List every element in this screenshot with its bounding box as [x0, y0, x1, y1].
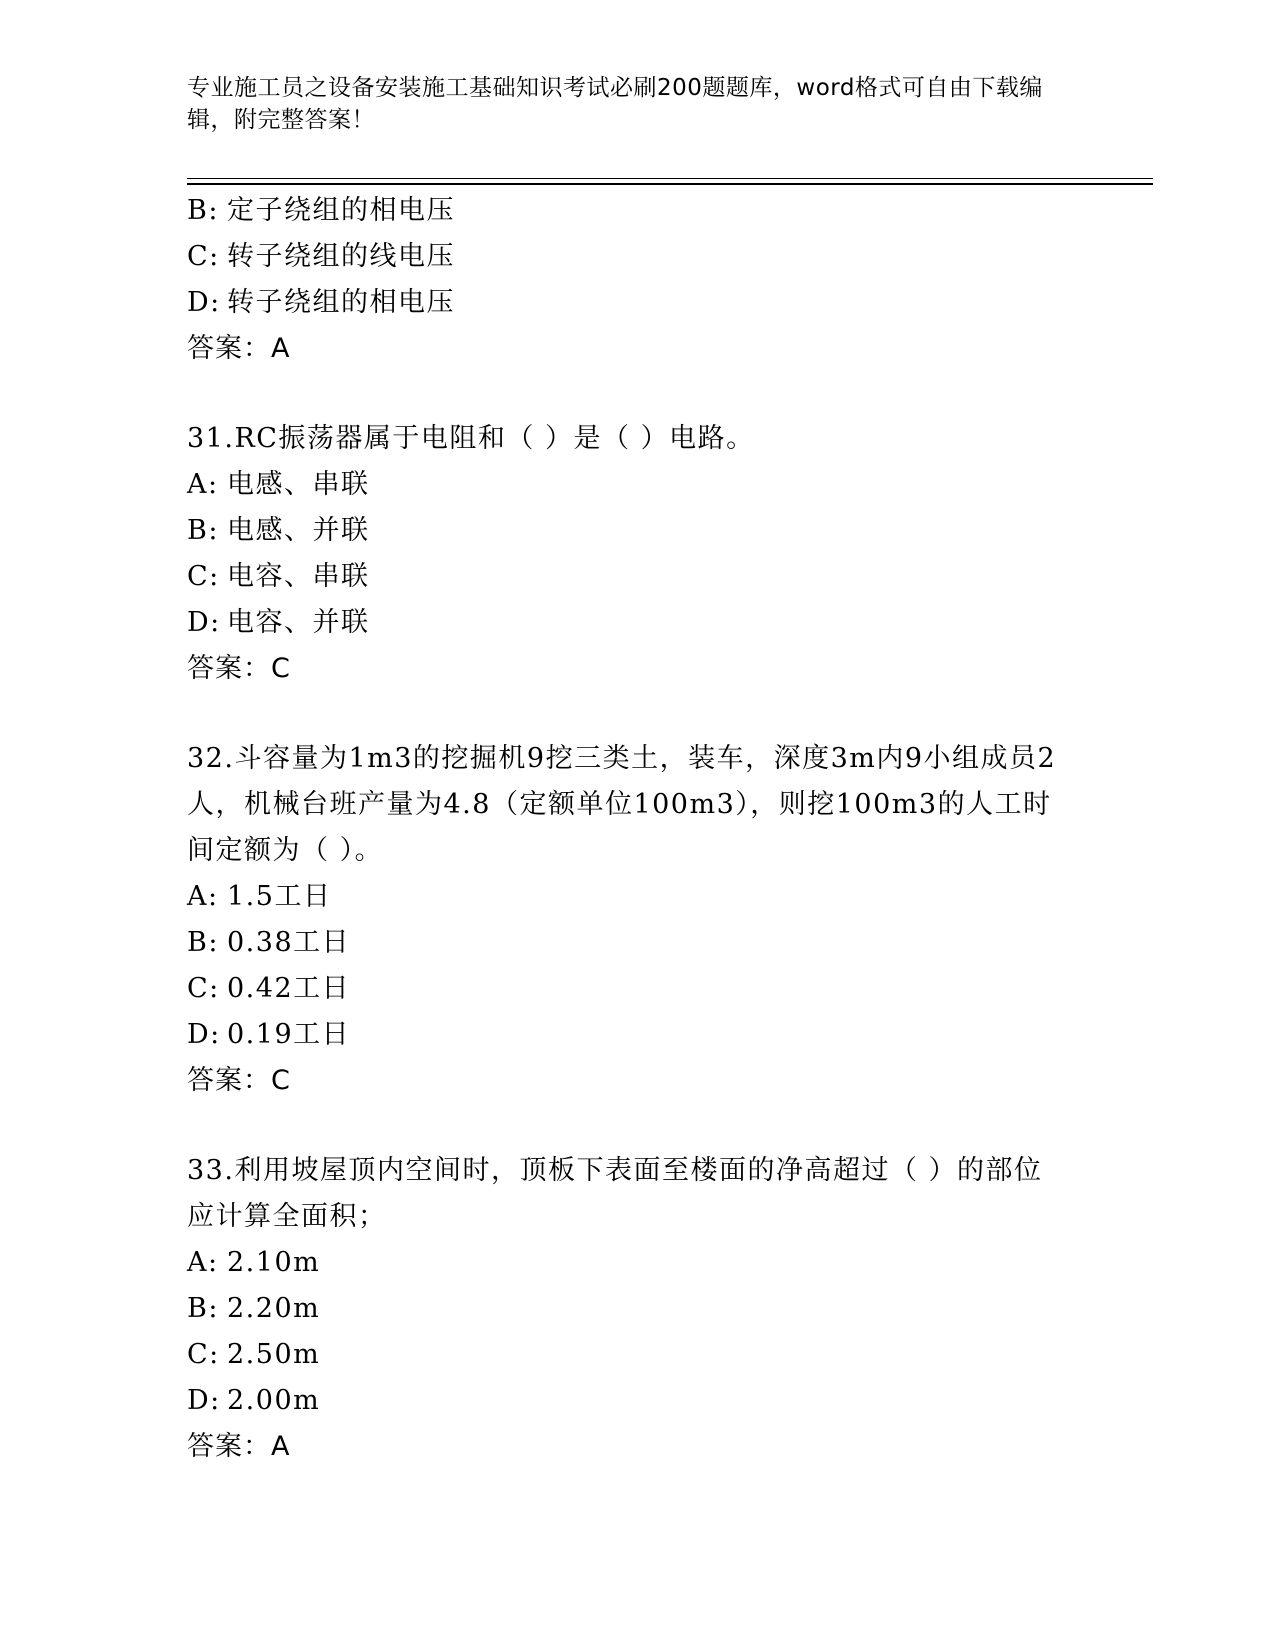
- answer-line: 答案：C: [187, 653, 291, 684]
- option-b: B: 电感、并联: [187, 515, 370, 546]
- question-text: 31.RC振荡器属于电阻和（ ）是（ ）电路。: [187, 423, 755, 454]
- option-d: D: 电容、并联: [187, 607, 370, 638]
- header-divider-thin: [187, 178, 1153, 179]
- option-c: C: 0.42工日: [187, 973, 351, 1004]
- question-list: [187, 188, 1067, 1470]
- option-a: A: 1.5工日: [187, 881, 332, 912]
- option-d: D: 转子绕组的相电压: [187, 287, 455, 318]
- question-33: [187, 1148, 1067, 1470]
- question-text: 32.斗容量为1m3的挖掘机9挖三类土，装车，深度3m内9小组成员2人，机械台班产量为4.8（定额单位100m3），则挖100m3的人工时间定额为（ ）。: [187, 743, 1057, 866]
- option-a: A: 2.10m: [187, 1247, 321, 1278]
- answer-line: 答案：A: [187, 1431, 291, 1462]
- document-header: 专业施工员之设备安装施工基础知识考试必刷200题题库，word格式可自由下载编辑，附完整答案！: [187, 75, 1043, 133]
- option-c: C: 2.50m: [187, 1339, 321, 1370]
- partial-question: [187, 188, 1067, 372]
- option-b: B: 定子绕组的相电压: [187, 195, 455, 226]
- option-c: C: 转子绕组的线电压: [187, 241, 455, 272]
- option-a: A: 电感、串联: [187, 469, 370, 500]
- option-b: B: 0.38工日: [187, 927, 351, 958]
- option-b: B: 2.20m: [187, 1293, 321, 1324]
- question-31: [187, 416, 1067, 692]
- option-c: C: 电容、串联: [187, 561, 370, 592]
- option-d: D: 0.19工日: [187, 1019, 351, 1050]
- question-32: [187, 736, 1067, 1104]
- answer-line: 答案：C: [187, 1065, 291, 1096]
- header-divider-thick: [187, 183, 1153, 185]
- question-text: 33.利用坡屋顶内空间时，顶板下表面至楼面的净高超过（ ）的部位应计算全面积；: [187, 1155, 1043, 1232]
- answer-line: 答案：A: [187, 333, 291, 364]
- option-d: D: 2.00m: [187, 1385, 321, 1416]
